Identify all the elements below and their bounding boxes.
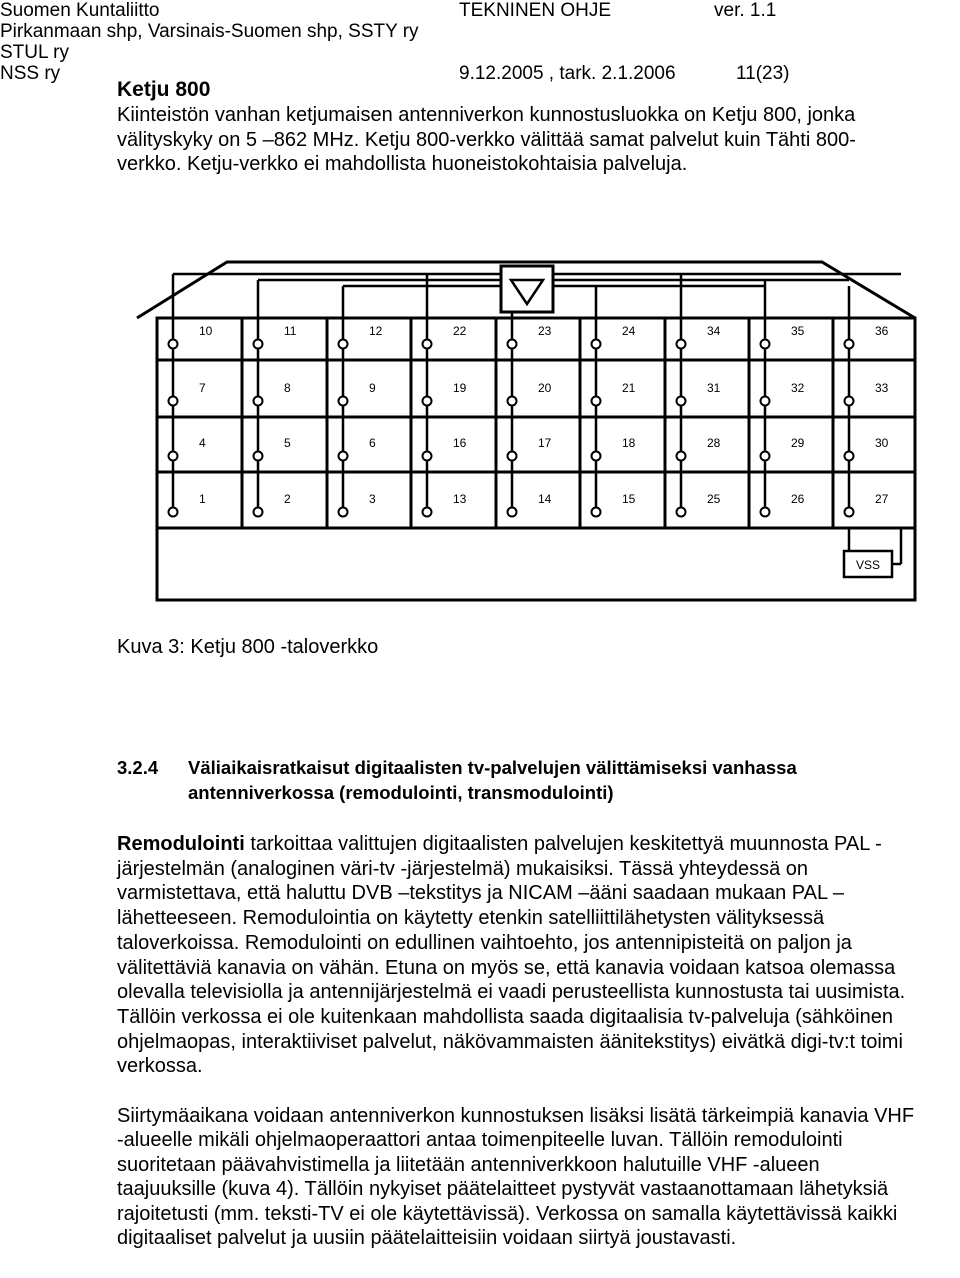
header-org4: NSS ry (0, 63, 61, 84)
apartment-number: 33 (875, 381, 889, 395)
section-title-ketju: Ketju 800 (117, 78, 211, 101)
apartment-number: 4 (199, 436, 206, 450)
outlet-icon (508, 508, 517, 517)
header-org3: STUL ry (0, 42, 69, 63)
apartment-number: 13 (453, 492, 467, 506)
outlet-icon (761, 508, 770, 517)
outlet-icon (423, 397, 432, 406)
section-number: 3.2.4 (117, 757, 159, 778)
apartment-number: 35 (791, 324, 805, 338)
outlet-icon (677, 397, 686, 406)
outlet-icon (254, 340, 263, 349)
apartment-cells (169, 324, 889, 517)
outlet-icon (254, 452, 263, 461)
apartment-number: 36 (875, 324, 889, 338)
amplifier-symbol (501, 266, 553, 312)
outlet-icon (339, 340, 348, 349)
remodulointi-term: Remodulointi (117, 833, 245, 855)
apartment-number: 31 (707, 381, 721, 395)
outlet-icon (339, 397, 348, 406)
apartment-number: 17 (538, 436, 552, 450)
outlet-icon (169, 452, 178, 461)
apartment-number: 27 (875, 492, 889, 506)
outlet-icon (592, 340, 601, 349)
apartment-number: 14 (538, 492, 552, 506)
outlet-icon (508, 397, 517, 406)
apartment-number: 1 (199, 492, 206, 506)
siirtymaaika-paragraph (117, 1104, 917, 1250)
outlet-icon (677, 452, 686, 461)
apartment-number: 12 (369, 324, 383, 338)
ketju-network-diagram (115, 232, 937, 632)
outlet-icon (845, 508, 854, 517)
outlet-icon (845, 452, 854, 461)
apartment-number: 30 (875, 436, 889, 450)
apartment-number: 6 (369, 436, 376, 450)
apartment-number: 24 (622, 324, 636, 338)
apartment-number: 5 (284, 436, 291, 450)
section-title: Väliaikaisratkaisut digitaalisten tv-palvelujen välittämiseksi vanhassa antenniverkossa (remodulointi, transmodulointi) (188, 757, 797, 803)
remodulointi-paragraph (117, 832, 917, 1079)
outlet-icon (423, 340, 432, 349)
outlet-icon (339, 508, 348, 517)
apartment-number: 10 (199, 324, 213, 338)
apartment-number: 2 (284, 492, 291, 506)
header-date: 9.12.2005 , tark. 2.1.2006 (459, 63, 676, 84)
outlet-icon (677, 508, 686, 517)
figure-caption: Kuva 3: Ketju 800 -taloverkko (117, 636, 379, 658)
apartment-number: 18 (622, 436, 636, 450)
header-version: ver. 1.1 (714, 0, 777, 21)
remodulointi-text: tarkoittaa valittujen digitaalisten palvelujen keskitettyä muunnosta PAL -järjestelmän (analoginen väri-tv -järjestelmä) mukaisiksi. Tässä yhteydessä on varmistettava, että haluttu DVB –tekstitys ja NICAM –ääni saadaan mukaan PAL –lähetteeseen. Remodulointia on käytetty etenkin satelliittilähetysten välityksessä taloverkoissa. Remodulointi on edullinen vaihtoehto, jos antennipisteitä on paljon ja välitettäviä kanavia on vähän. Etuna on myös se, että kanavia voidaan katsoa olemassa olevalla televisiolla ja antennijärjestelmä ei vaadi perusteellista kunnostusta tai uusimista. Tällöin verkossa ei ole kuitenkaan mahdollista saada digitaalisia tv-palveluja (sähköinen ohjelmaopas, interaktiiviset palvelut, näkövammaisten äänitekstitys) eivätkä digi-tv:t toimi verkossa. (117, 833, 906, 1078)
apartment-number: 28 (707, 436, 721, 450)
outlet-icon (169, 397, 178, 406)
outlet-icon (169, 508, 178, 517)
apartment-number: 8 (284, 381, 291, 395)
outlet-icon (677, 340, 686, 349)
outlet-icon (254, 397, 263, 406)
outlet-icon (592, 397, 601, 406)
apartment-number: 32 (791, 381, 805, 395)
outlet-icon (592, 452, 601, 461)
outlet-icon (592, 508, 601, 517)
apartment-number: 7 (199, 381, 206, 395)
apartment-number: 21 (622, 381, 636, 395)
apartment-number: 15 (622, 492, 636, 506)
outlet-icon (423, 508, 432, 517)
vss-label: VSS (855, 558, 881, 572)
apartment-number: 3 (369, 492, 376, 506)
apartment-number: 11 (284, 324, 297, 338)
outlet-icon (845, 340, 854, 349)
apartment-number: 19 (453, 381, 467, 395)
intro-paragraph (117, 103, 917, 177)
apartment-number: 20 (538, 381, 552, 395)
outlet-icon (508, 340, 517, 349)
header-doc-type: TEKNINEN OHJE (459, 0, 612, 21)
outlet-icon (845, 397, 854, 406)
siirtymaaika-text: Siirtymäaikana voidaan antenniverkon kunnostuksen lisäksi lisätä tärkeimpiä kanavia VHF -alueelle mikäli ohjelmaoperaattori antaa toimenpiteelle luvan. Tällöin remodulointi suoritetaan päävahvistimella ja liitetään antenniverkkoon halutuille VHF -alueen taajuuksille (kuva 4). Tällöin nykyiset päätelaitteet pystyvät vastaanottamaan lähetyksiä rajoitetusti (mm. teksti-TV ei ole käytettävissä). Verkossa on samalla käytettävissä kaikki digitaaliset palvelut ja uusiin päätelaitteisiin voidaan siirtyä joustavasti. (117, 1105, 915, 1250)
outlet-icon (254, 508, 263, 517)
outlet-icon (761, 452, 770, 461)
outlet-icon (761, 340, 770, 349)
outlet-icon (423, 452, 432, 461)
apartment-number: 26 (791, 492, 805, 506)
header-page: 11(23) (736, 63, 790, 84)
intro-text: Kiinteistön vanhan ketjumaisen antenniverkon kunnostusluokka on Ketju 800, jonka välityskyky on 5 –862 MHz. Ketju 800-verkko välittää samat palvelut kuin Tähti 800-verkko. Ketju-verkko ei mahdollista huoneistokohtaisia palveluja. (117, 104, 856, 175)
apartment-number: 25 (707, 492, 721, 506)
apartment-number: 34 (707, 324, 721, 338)
outlet-icon (508, 452, 517, 461)
outlet-icon (339, 452, 348, 461)
outlet-icon (761, 397, 770, 406)
outlet-icon (169, 340, 178, 349)
apartment-number: 16 (453, 436, 467, 450)
vss-box (844, 551, 892, 577)
apartment-number: 9 (369, 381, 376, 395)
apartment-number: 23 (538, 324, 552, 338)
apartment-number: 29 (791, 436, 805, 450)
header-org1: Suomen Kuntaliitto (0, 0, 160, 21)
header-org2: Pirkanmaan shp, Varsinais-Suomen shp, SSTY ry (0, 21, 419, 42)
apartment-number: 22 (453, 324, 467, 338)
